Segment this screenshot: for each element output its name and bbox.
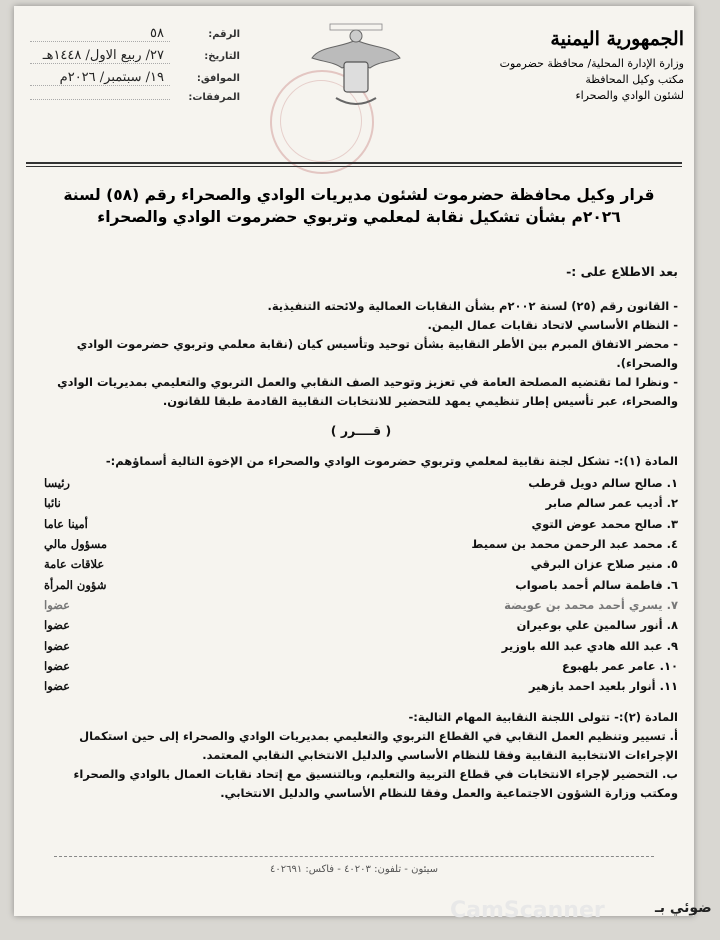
member-role: عضوا <box>44 618 70 633</box>
scanner-watermark: CamScanner <box>450 898 605 923</box>
member-name: ٥. منير صلاح عزان البرقي <box>530 557 678 572</box>
list-item <box>44 676 678 696</box>
member-role: رئيسا <box>44 476 70 491</box>
list-item <box>44 514 678 534</box>
meta-attachments-value <box>30 99 170 100</box>
member-name: ٩. عبد الله هادي عبد الله باوزير <box>501 638 678 653</box>
country-name: الجمهورية اليمنية <box>550 28 684 50</box>
footer-divider <box>54 856 654 857</box>
list-item <box>44 656 678 676</box>
meta-date <box>30 48 240 70</box>
ministry-name: وزارة الإدارة المحلية/ محافظة حضرموت <box>499 57 684 70</box>
list-item <box>44 534 678 554</box>
preamble-item: - محضر الاتفاق المبرم بين الأطر النقابية بشأن توحيد وتأسيس كيان (نقابة معلمي وتربوي حضرموت الوادي والصحراء). <box>76 337 678 370</box>
decision-title <box>44 184 674 228</box>
footer-contact: سيئون - تلفون: ٤٠٢٠٣ - فاكس: ٤٠٢٦٩١ <box>269 864 439 875</box>
task-item: ب. التحضير لإجراء الانتخابات في قطاع التربية والتعليم، وبالتنسيق مع إتحاد نقابات العمال بالوادي والصحراء ومكتب وزارة الشؤون الاجتماعية والعمل وفقا للنظام الأساسي والدليل الانتخابي. <box>73 767 678 801</box>
member-role: نائبا <box>44 496 61 511</box>
meta-attachments-label: المرفقات: <box>188 92 240 103</box>
member-role: عضوا <box>44 679 70 694</box>
header-divider <box>26 162 682 164</box>
decision-title-line2: ٢٠٢٦م بشأن تشكيل نقابة لمعلمي وتربوي حضرموت الوادي والصحراء <box>97 208 621 226</box>
preamble-item: - النظام الأساسي لاتحاد نقابات عمال اليمن. <box>427 318 678 332</box>
member-role: عضوا <box>44 658 70 673</box>
office-scope: لشئون الوادي والصحراء <box>575 89 684 102</box>
member-name: ١٠. عامر عمر بلهبوع <box>562 658 678 673</box>
list-item <box>44 493 678 513</box>
article-2-block <box>44 708 678 803</box>
member-name: ٨. أنور سالمين علي بوعيران <box>516 618 678 633</box>
document-body <box>44 254 678 803</box>
meta-ref-label: الرقم: <box>208 29 240 40</box>
member-role: مسؤول مالي <box>44 537 108 552</box>
task-item: أ. تسيير وتنظيم العمل النقابي في القطاع التربوي والتعليمي بمديريات الوادي والصحراء إلى حين استكمال الإجراءات الانتخابية النقابية وفقا للنظام الأساسي والدليل الانتخابي النقابي المعتمد. <box>79 729 678 763</box>
meta-date-label: التاريخ: <box>204 51 240 62</box>
document-page <box>14 6 694 916</box>
header-institution <box>454 28 684 104</box>
members-list <box>44 473 678 696</box>
list-item <box>44 574 678 594</box>
member-name: ٤. محمد عبد الرحمن محمد بن سميط <box>471 537 678 552</box>
meta-corr-value: ١٩/ سبتمبر/ ٢٠٢٦م <box>30 70 170 86</box>
list-item <box>44 595 678 615</box>
list-item <box>44 554 678 574</box>
member-role: عضوا <box>44 597 70 612</box>
article-1: المادة (١):- تشكل لجنة نقابية لمعلمي وتربوي حضرموت الوادي والصحراء من الإخوة التالية أسماؤهم:- <box>105 454 678 468</box>
list-item <box>44 635 678 655</box>
member-name: ٧. يسري أحمد محمد بن عويضة <box>504 597 678 612</box>
preamble-heading: بعد الاطلاع على :- <box>566 264 678 279</box>
office-name: مكتب وكيل المحافظة <box>585 73 684 86</box>
member-role: عضوا <box>44 638 70 653</box>
member-name: ٣. صالح محمد عوض التوي <box>531 516 678 531</box>
article-2: المادة (٢):- تتولى اللجنة النقابية المهام التالية:- <box>408 710 678 725</box>
member-name: ٢. أديب عمر سالم صابر <box>545 496 678 511</box>
decision-title-line1: قرار وكيل محافظة حضرموت لشئون مديريات الوادي والصحراء رقم (٥٨) لسنة <box>63 186 655 204</box>
list-item <box>44 615 678 635</box>
document-meta <box>30 26 240 114</box>
preamble-item: - ونظرا لما تقتضيه المصلحة العامة في تعزيز وتوحيد الصف النقابي والعمل التربوي والتعليمي بمديريات الوادي والصحراء، عبر تأسيس إطار تنظيمي يمهد للتحضير للانتخابات النقابية القادمة طبقا للقانون. <box>57 375 678 408</box>
member-name: ١. صالح سالم دويل قرطب <box>528 476 678 491</box>
member-name: ٦. فاطمة سالم أحمد باصواب <box>515 577 678 592</box>
meta-corr <box>30 70 240 92</box>
eagle-emblem-icon <box>310 18 402 118</box>
member-role: أمينا عاما <box>44 516 88 531</box>
member-name: ١١. أنوار بلعيد احمد بازهير <box>529 679 678 694</box>
decision-heading: ( قــــرر ) <box>330 423 392 438</box>
member-role: شؤون المرأة <box>44 577 107 592</box>
meta-ref <box>30 26 240 48</box>
member-role: علاقات عامة <box>44 557 105 572</box>
meta-date-value: ٢٧/ ربيع الاول/ ١٤٤٨هـ <box>30 48 170 64</box>
header-divider-thin <box>26 166 682 167</box>
meta-attachments <box>30 92 240 114</box>
meta-ref-value: ٥٨ <box>30 26 170 42</box>
scanner-watermark-ar: ضوئي بـ <box>655 900 712 916</box>
meta-corr-label: الموافق: <box>196 73 240 84</box>
list-item <box>44 473 678 493</box>
preamble-item: - القانون رقم (٢٥) لسنة ٢٠٠٢م بشأن النقابات العمالية ولائحته التنفيذية. <box>267 299 678 313</box>
